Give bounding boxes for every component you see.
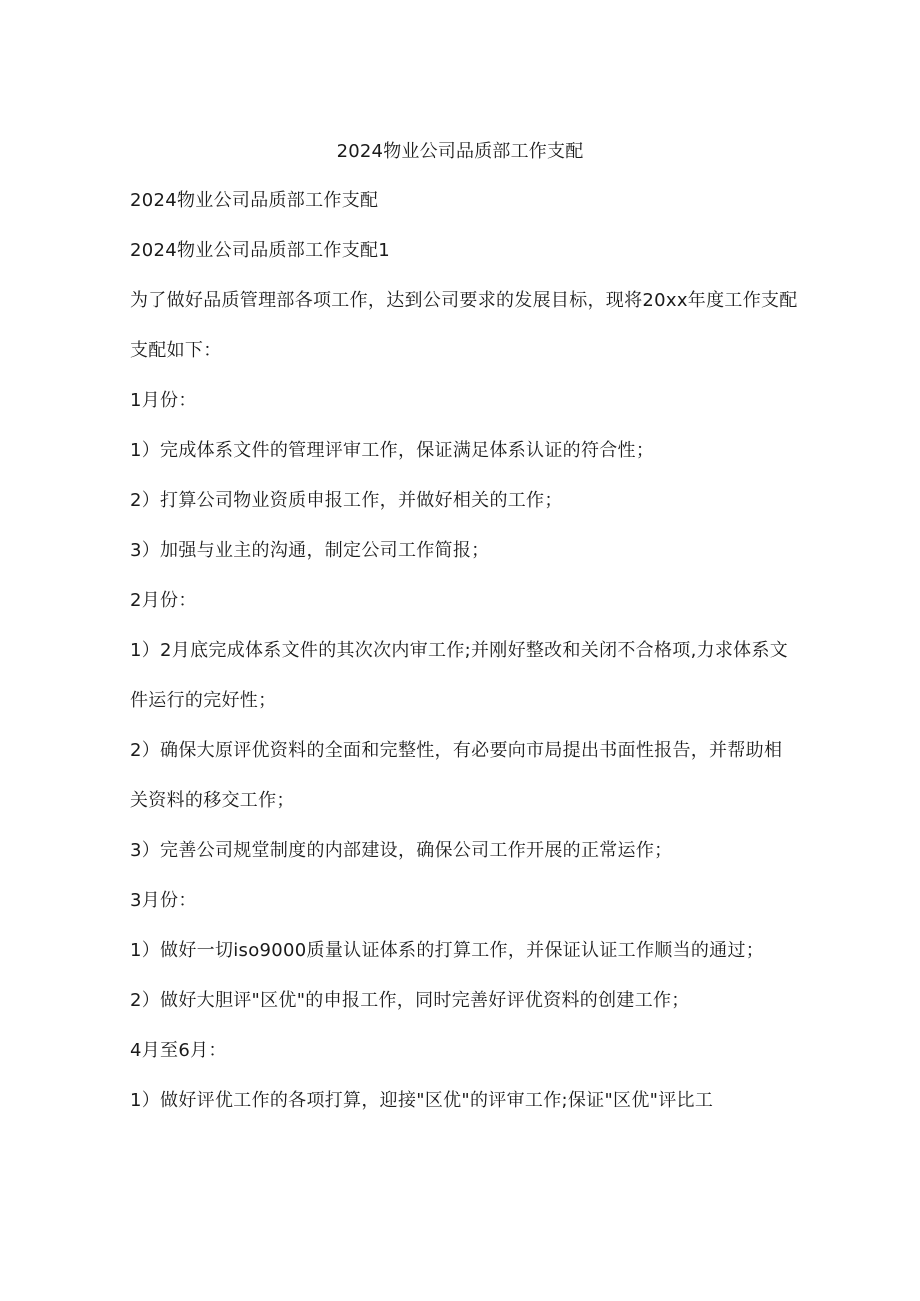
- list-item: 1）完成体系文件的管理评审工作，保证满足体系认证的符合性；: [130, 440, 655, 461]
- list-item: 2）做好大胆评"区优"的申报工作，同时完善好评优资料的创建工作；: [130, 990, 690, 1011]
- section-month-3: 3月份：: [130, 890, 197, 911]
- section-month-2: 2月份：: [130, 590, 197, 611]
- paragraph-heading: 2024物业公司品质部工作支配: [130, 190, 379, 211]
- paragraph-subheading: 2024物业公司品质部工作支配1: [130, 240, 391, 261]
- list-item: 1）2月底完成体系文件的其次次内审工作;并刚好整改和关闭不合格项,力求体系文件运行的完好性；: [130, 640, 789, 711]
- document-title: 2024物业公司品质部工作支配: [336, 141, 584, 162]
- list-item: 3）完善公司规堂制度的内部建设，确保公司工作开展的正常运作；: [130, 840, 673, 861]
- list-item: 3）加强与业主的沟通，制定公司工作简报；: [130, 540, 490, 561]
- section-month-4-6: 4月至6月：: [130, 1040, 227, 1061]
- paragraph-intro: 为了做好品质管理部各项工作，达到公司要求的发展目标，现将20xx年度工作支配支配如下：: [130, 290, 798, 361]
- list-item: 1）做好评优工作的各项打算，迎接"区优"的评审工作;保证"区优"评比工: [130, 1090, 714, 1111]
- list-item: 1）做好一切iso9000质量认证体系的打算工作，并保证认证工作顺当的通过；: [130, 940, 765, 961]
- section-month-1: 1月份：: [130, 390, 197, 411]
- list-item: 2）打算公司物业资质申报工作，并做好相关的工作；: [130, 490, 563, 511]
- list-item: 2）确保大原评优资料的全面和完整性，有必要向市局提出书面性报告，并帮助相关资料的移交工作；: [130, 740, 783, 811]
- document-body: [130, 186, 800, 1136]
